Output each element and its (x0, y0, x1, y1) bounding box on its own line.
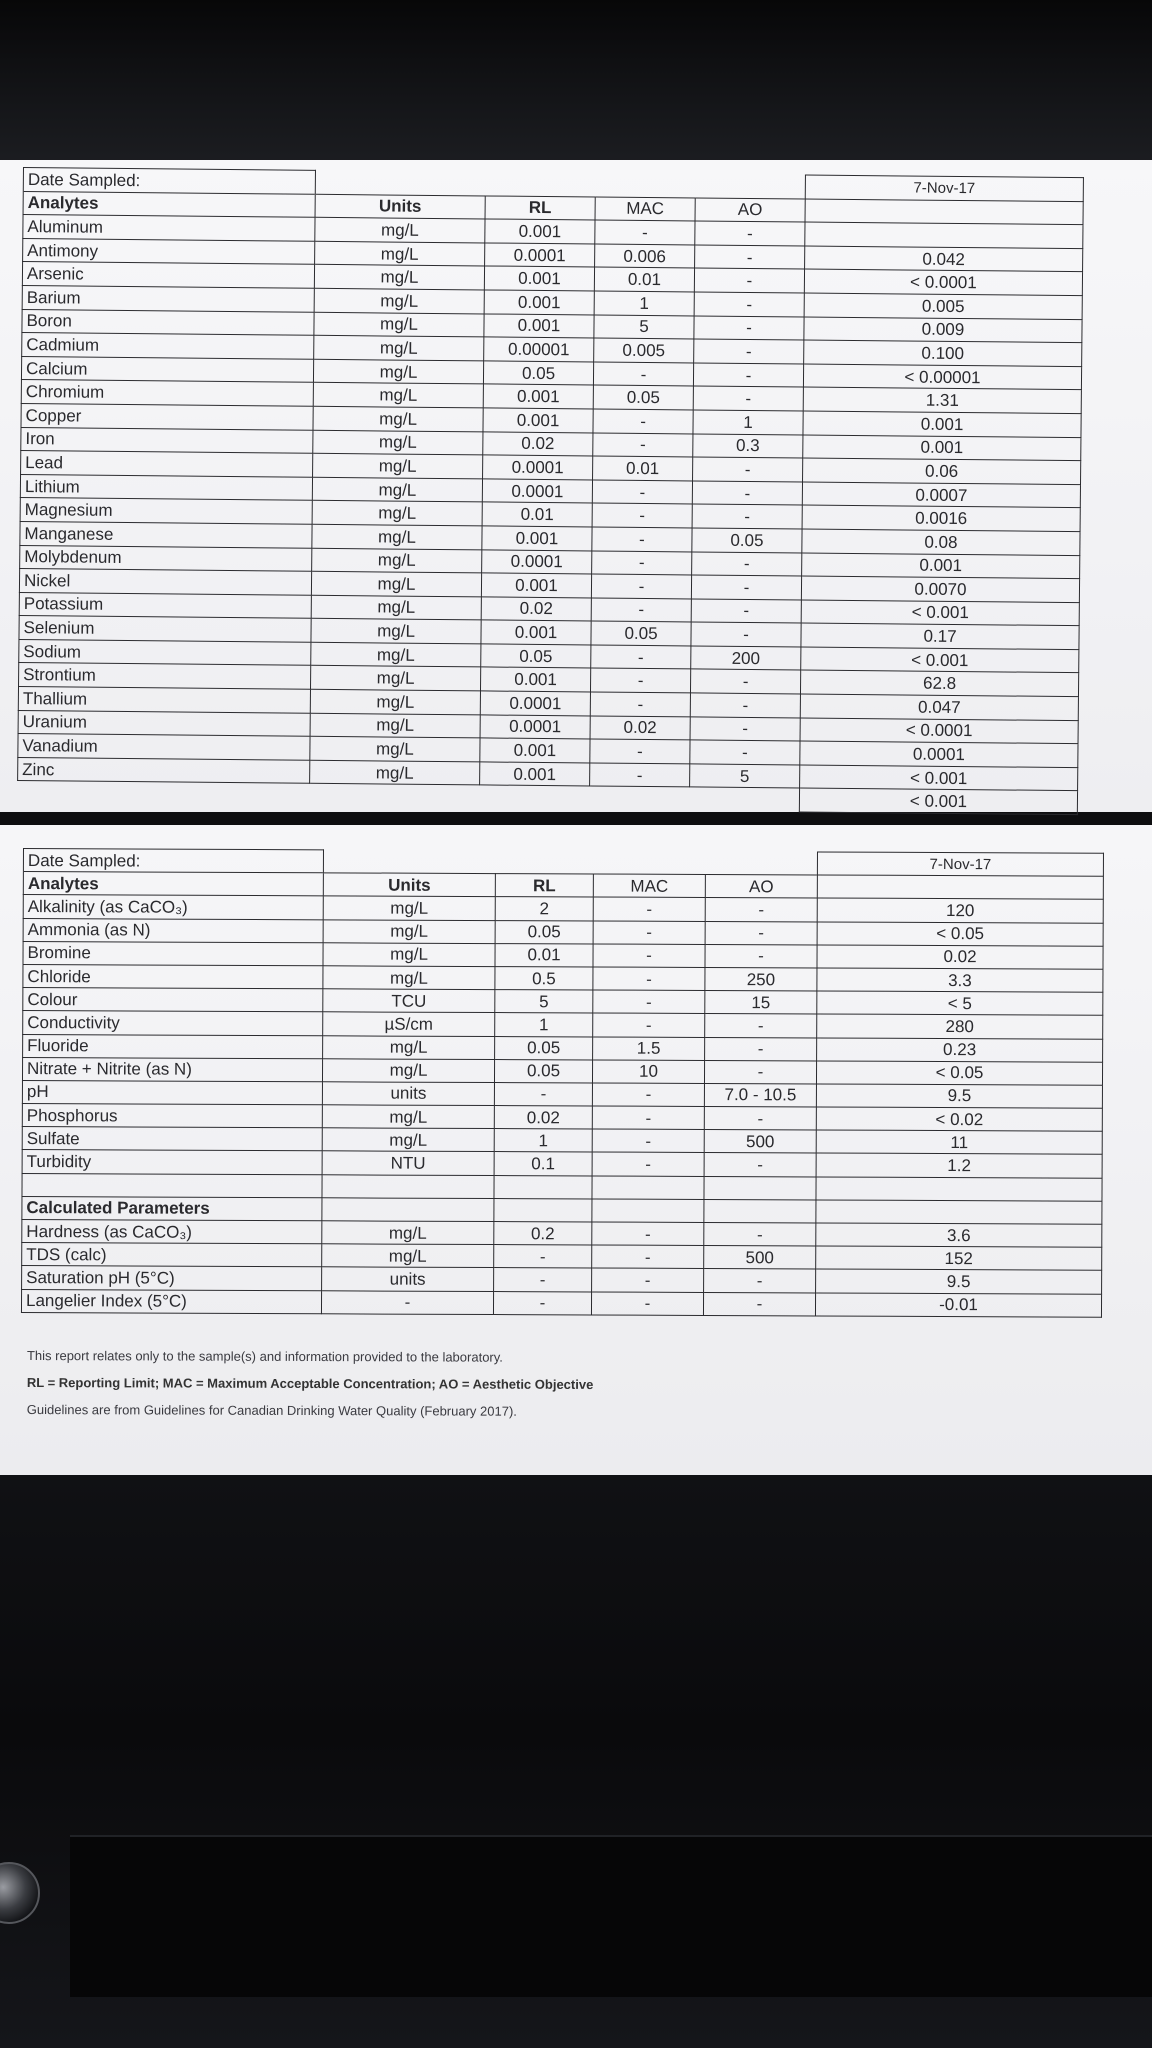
analyte-name: Colour (23, 988, 323, 1012)
max-acceptable-concentration: - (592, 1083, 704, 1107)
aesthetic-objective: - (694, 292, 804, 317)
analyte-name: Potassium (19, 592, 311, 618)
max-acceptable-concentration: - (593, 409, 693, 434)
reporting-limit: 0.0001 (483, 455, 593, 480)
result-value: 0.001 (803, 435, 1081, 461)
general-chemistry-table (21, 848, 1104, 1317)
analyte-unit: mg/L (314, 335, 484, 360)
analyte-unit: mg/L (313, 430, 483, 455)
result-value: < 0.001 (799, 788, 1077, 814)
analyte-name: Lithium (20, 474, 312, 500)
analyte-unit: mg/L (314, 288, 484, 313)
reporting-limit: 0.02 (483, 431, 593, 456)
analyte-name: Aluminum (23, 215, 315, 241)
mac-header: MAC (595, 197, 695, 222)
aesthetic-objective: - (693, 363, 803, 388)
max-acceptable-concentration: - (593, 990, 705, 1014)
analyte-name: Boron (22, 309, 314, 335)
result-value: 0.0016 (802, 505, 1080, 531)
result-value: 0.042 (805, 246, 1083, 272)
max-acceptable-concentration: - (590, 668, 690, 693)
analyte-unit: mg/L (311, 642, 481, 667)
analyte-unit: mg/L (313, 383, 483, 408)
aesthetic-objective: 7.0 - 10.5 (704, 1083, 816, 1107)
aesthetic-objective: 15 (705, 991, 817, 1015)
aesthetic-objective: - (703, 1292, 815, 1316)
reporting-limit: - (493, 1291, 591, 1315)
aesthetic-objective: - (705, 944, 817, 968)
reporting-limit: 1 (494, 1129, 592, 1153)
analyte-name: Saturation pH (5°C) (22, 1266, 322, 1290)
aesthetic-objective: 0.05 (692, 528, 802, 553)
result-value: < 0.0001 (800, 718, 1078, 744)
analyte-unit: mg/L (312, 524, 482, 549)
reporting-limit: 0.0001 (480, 715, 590, 740)
reporting-limit: 0.001 (484, 313, 594, 338)
aesthetic-objective: - (704, 1222, 816, 1246)
analyte-name: Conductivity (23, 1011, 323, 1035)
result-value: 9.5 (816, 1084, 1102, 1108)
analyte-unit: units (322, 1267, 494, 1291)
reporting-limit: 0.0001 (482, 549, 592, 574)
analyte-name: Nitrate + Nitrite (as N) (22, 1057, 322, 1081)
reporting-limit: 0.001 (480, 762, 590, 787)
analyte-name: pH (22, 1080, 322, 1104)
aesthetic-objective: 200 (691, 646, 801, 671)
aesthetic-objective: - (704, 1269, 816, 1293)
max-acceptable-concentration: - (593, 433, 693, 458)
result-value: 62.8 (800, 670, 1078, 696)
mac-header: MAC (593, 874, 705, 898)
analyte-name: Chloride (23, 964, 323, 988)
analyte-unit: mg/L (313, 359, 483, 384)
analyte-name: TDS (calc) (22, 1243, 322, 1267)
reporting-limit: 2 (495, 897, 593, 921)
analyte-unit: - (321, 1290, 493, 1314)
result-value: 152 (816, 1246, 1102, 1270)
analyte-unit: mg/L (310, 689, 480, 714)
reporting-limit: 0.05 (494, 1059, 592, 1083)
photo-background-top (0, 0, 1152, 165)
analyte-unit: mg/L (323, 943, 495, 967)
max-acceptable-concentration: - (593, 1013, 705, 1037)
analyte-name: Arsenic (22, 262, 314, 288)
aesthetic-objective: 0.3 (693, 433, 803, 458)
result-value: 0.001 (802, 552, 1080, 578)
max-acceptable-concentration: 0.05 (591, 621, 691, 646)
analyte-name: Thallium (18, 687, 310, 713)
max-acceptable-concentration: - (592, 480, 692, 505)
aesthetic-objective: 1 (693, 410, 803, 435)
rl-header: RL (485, 196, 595, 221)
aesthetic-objective: - (691, 599, 801, 624)
analyte-name: Antimony (23, 238, 315, 264)
analyte-unit: mg/L (310, 666, 480, 691)
result-value: < 5 (817, 991, 1103, 1015)
aesthetic-objective: - (690, 693, 800, 718)
reporting-limit: 0.05 (495, 1036, 593, 1060)
analyte-name: Zinc (18, 757, 310, 783)
max-acceptable-concentration: - (592, 527, 692, 552)
reporting-limit: 0.5 (495, 966, 593, 990)
result-value: 0.0007 (802, 482, 1080, 508)
analyte-name: Alkalinity (as CaCO₃) (23, 895, 323, 919)
reporting-limit: 0.02 (494, 1106, 592, 1130)
max-acceptable-concentration: 0.02 (590, 716, 690, 741)
analytes-header: Analytes (23, 191, 315, 217)
result-value: 11 (816, 1130, 1102, 1154)
result-value: < 0.05 (816, 1061, 1102, 1085)
reporting-limit: 0.1 (494, 1152, 592, 1176)
aesthetic-objective: - (705, 1014, 817, 1038)
max-acceptable-concentration: - (593, 921, 705, 945)
aesthetic-objective: - (692, 481, 802, 506)
result-value: 3.3 (817, 968, 1103, 992)
max-acceptable-concentration: - (592, 1152, 704, 1176)
analyte-name: Sulfate (22, 1127, 322, 1151)
aesthetic-objective: - (692, 504, 802, 529)
analyte-unit: mg/L (311, 571, 481, 596)
result-value: -0.01 (815, 1293, 1101, 1317)
max-acceptable-concentration: 0.01 (594, 267, 694, 292)
max-acceptable-concentration: 1.5 (593, 1036, 705, 1060)
analyte-unit: mg/L (322, 1128, 494, 1152)
max-acceptable-concentration: - (592, 1222, 704, 1246)
reporting-limit: 1 (495, 1013, 593, 1037)
result-value: 0.100 (804, 340, 1082, 366)
result-value: 9.5 (816, 1269, 1102, 1293)
max-acceptable-concentration: - (592, 550, 692, 575)
result-value: 120 (817, 898, 1103, 922)
aesthetic-objective: - (694, 339, 804, 364)
analyte-name: Ammonia (as N) (23, 918, 323, 942)
result-value: 280 (817, 1014, 1103, 1038)
max-acceptable-concentration: 0.01 (593, 456, 693, 481)
analyte-name: Manganese (20, 521, 312, 547)
reporting-limit: 0.0001 (480, 691, 590, 716)
date-sampled-label: Date Sampled: (23, 849, 323, 873)
max-acceptable-concentration: 10 (592, 1060, 704, 1084)
reporting-limit: - (494, 1082, 592, 1106)
analyte-name: Langelier Index (5°C) (21, 1289, 321, 1313)
aesthetic-objective: - (704, 1153, 816, 1177)
max-acceptable-concentration: - (592, 1129, 704, 1153)
analyte-name: Uranium (18, 710, 310, 736)
result-value: 1.2 (816, 1153, 1102, 1177)
result-value: < 0.001 (801, 600, 1079, 626)
result-value: 0.08 (802, 529, 1080, 555)
analyte-name: Copper (21, 403, 313, 429)
aesthetic-objective: 5 (690, 764, 800, 789)
aesthetic-objective: - (692, 551, 802, 576)
reporting-limit: 0.01 (495, 943, 593, 967)
reporting-limit: 0.2 (494, 1222, 592, 1246)
analyte-unit: NTU (322, 1151, 494, 1175)
result-value: < 0.001 (801, 647, 1079, 673)
aesthetic-objective: - (704, 1060, 816, 1084)
analyte-unit: mg/L (322, 1105, 494, 1129)
aesthetic-objective: - (695, 245, 805, 270)
analyte-unit: mg/L (323, 919, 495, 943)
analytes-header: Analytes (23, 872, 323, 896)
units-header: Units (315, 194, 485, 219)
result-value: < 0.05 (817, 922, 1103, 946)
analyte-unit: mg/L (312, 501, 482, 526)
result-value: 3.6 (816, 1223, 1102, 1247)
analyte-name: Hardness (as CaCO₃) (22, 1219, 322, 1243)
analyte-unit: mg/L (314, 265, 484, 290)
rl-header: RL (495, 874, 593, 898)
table-row (21, 1289, 1101, 1317)
max-acceptable-concentration: - (593, 967, 705, 991)
analyte-unit: µS/cm (323, 1012, 495, 1036)
max-acceptable-concentration: 5 (594, 315, 694, 340)
max-acceptable-concentration: - (593, 897, 705, 921)
metals-table (17, 167, 1084, 815)
analyte-unit: mg/L (310, 713, 480, 738)
result-value: < 0.001 (800, 765, 1078, 791)
analyte-name: Vanadium (18, 734, 310, 760)
reporting-limit: 0.05 (495, 920, 593, 944)
aesthetic-objective: - (693, 457, 803, 482)
analyte-name: Barium (22, 285, 314, 311)
max-acceptable-concentration: 0.005 (594, 338, 694, 363)
result-value: 0.0070 (801, 576, 1079, 602)
aesthetic-objective: - (691, 622, 801, 647)
result-value: 0.009 (804, 317, 1082, 343)
analyte-unit: mg/L (311, 595, 481, 620)
analyte-name: Cadmium (22, 333, 314, 359)
aesthetic-objective: - (705, 1037, 817, 1061)
analyte-unit: mg/L (315, 217, 485, 242)
result-value: 0.17 (801, 623, 1079, 649)
reporting-limit: 5 (495, 990, 593, 1014)
dark-surface-edge (70, 1835, 1152, 1997)
reporting-limit: 0.05 (481, 644, 591, 669)
max-acceptable-concentration: - (590, 739, 690, 764)
result-value: < 0.0001 (804, 269, 1082, 295)
aesthetic-objective: 250 (705, 967, 817, 991)
aesthetic-objective: - (690, 740, 800, 765)
result-value: 1.31 (803, 387, 1081, 413)
analyte-name: Lead (21, 451, 313, 477)
reporting-limit: 0.001 (481, 573, 591, 598)
note-line-3: Guidelines are from Guidelines for Canadian Drinking Water Quality (February 2017). (26, 1401, 517, 1419)
analyte-name: Magnesium (20, 498, 312, 524)
report-notes (27, 1348, 1027, 1432)
result-value: < 0.00001 (803, 364, 1081, 390)
result-value: 0.06 (803, 458, 1081, 484)
result-value: 0.001 (803, 411, 1081, 437)
ao-header: AO (695, 198, 805, 223)
max-acceptable-concentration: - (593, 362, 693, 387)
max-acceptable-concentration: - (593, 944, 705, 968)
reporting-limit: - (494, 1245, 592, 1269)
reporting-limit: 0.0001 (482, 479, 592, 504)
note-line-1: This report relates only to the sample(s) and information provided to the laboratory. (26, 1348, 503, 1365)
calculated-parameters-title: Calculated Parameters (22, 1196, 322, 1220)
analyte-name: Fluoride (23, 1034, 323, 1058)
aesthetic-objective: 500 (704, 1130, 816, 1154)
aesthetic-objective: - (695, 221, 805, 246)
max-acceptable-concentration: 1 (594, 291, 694, 316)
aesthetic-objective: 500 (704, 1246, 816, 1270)
analyte-unit: mg/L (313, 453, 483, 478)
max-acceptable-concentration: - (591, 1292, 703, 1316)
reporting-limit: 0.00001 (484, 337, 594, 362)
date-sampled-label: Date Sampled: (23, 168, 315, 194)
aesthetic-objective: - (690, 669, 800, 694)
reporting-limit: 0.001 (483, 408, 593, 433)
reporting-limit: - (494, 1268, 592, 1292)
analyte-unit: mg/L (322, 1244, 494, 1268)
max-acceptable-concentration: - (592, 1106, 704, 1130)
reporting-limit: 0.01 (482, 502, 592, 527)
max-acceptable-concentration: - (590, 692, 690, 717)
aesthetic-objective: - (690, 717, 800, 742)
analyte-unit: mg/L (315, 241, 485, 266)
aesthetic-objective: - (694, 316, 804, 341)
reporting-limit: 0.001 (483, 384, 593, 409)
max-acceptable-concentration: - (591, 598, 691, 623)
reporting-limit: 0.0001 (485, 243, 595, 268)
ao-header: AO (705, 875, 817, 899)
note-line-2: RL = Reporting Limit; MAC = Maximum Acceptable Concentration; AO = Aesthetic Objective (26, 1374, 594, 1392)
analyte-name: Bromine (23, 941, 323, 965)
analyte-name: Iron (21, 427, 313, 453)
analyte-name: Molybdenum (20, 545, 312, 571)
analyte-unit: TCU (323, 989, 495, 1013)
reporting-limit: 0.001 (484, 266, 594, 291)
date-sampled-value: 7-Nov-17 (817, 852, 1103, 876)
max-acceptable-concentration: - (590, 763, 690, 788)
analyte-unit: mg/L (311, 619, 481, 644)
analyte-unit: mg/L (323, 1035, 495, 1059)
result-value: 0.23 (817, 1037, 1103, 1061)
analyte-unit: mg/L (323, 966, 495, 990)
result-value: < 0.02 (816, 1107, 1102, 1131)
analyte-name: Phosphorus (22, 1104, 322, 1128)
analyte-unit: mg/L (310, 737, 480, 762)
max-acceptable-concentration: - (592, 503, 692, 528)
reporting-limit: 0.001 (484, 290, 594, 315)
analyte-unit: mg/L (312, 548, 482, 573)
result-value: 0.02 (817, 945, 1103, 969)
analyte-name: Strontium (19, 663, 311, 689)
analyte-unit: mg/L (310, 760, 480, 785)
analyte-unit: mg/L (322, 1221, 494, 1245)
max-acceptable-concentration: - (592, 1245, 704, 1269)
reporting-limit: 0.001 (481, 620, 591, 645)
max-acceptable-concentration: - (591, 645, 691, 670)
result-value: 0.0001 (800, 741, 1078, 767)
analyte-unit: mg/L (322, 1058, 494, 1082)
analyte-name: Nickel (19, 569, 311, 595)
analyte-unit: mg/L (312, 477, 482, 502)
max-acceptable-concentration: - (591, 574, 691, 599)
reporting-limit: 0.02 (481, 597, 591, 622)
max-acceptable-concentration: - (595, 220, 695, 245)
max-acceptable-concentration: 0.006 (595, 244, 695, 269)
reporting-limit: 0.001 (480, 738, 590, 763)
reporting-limit: 0.001 (485, 219, 595, 244)
analyte-name: Sodium (19, 639, 311, 665)
analyte-unit: mg/L (313, 406, 483, 431)
result-value (805, 222, 1083, 248)
analyte-unit: units (322, 1082, 494, 1106)
reporting-limit: 0.05 (483, 361, 593, 386)
analyte-name: Calcium (21, 356, 313, 382)
analyte-name: Turbidity (22, 1150, 322, 1174)
max-acceptable-concentration: 0.05 (593, 385, 693, 410)
units-header: Units (323, 873, 495, 897)
aesthetic-objective: - (694, 268, 804, 293)
result-value: 0.005 (804, 293, 1082, 319)
analyte-name: Selenium (19, 616, 311, 642)
aesthetic-objective: - (704, 1107, 816, 1131)
reporting-limit: 0.001 (480, 667, 590, 692)
aesthetic-objective: - (693, 386, 803, 411)
date-sampled-value: 7-Nov-17 (805, 175, 1083, 201)
max-acceptable-concentration: - (592, 1268, 704, 1292)
analyte-name: Chromium (21, 380, 313, 406)
aesthetic-objective: - (691, 575, 801, 600)
result-value: 0.047 (800, 694, 1078, 720)
aesthetic-objective: - (705, 921, 817, 945)
analyte-unit: mg/L (314, 312, 484, 337)
analyte-unit: mg/L (323, 896, 495, 920)
reporting-limit: 0.001 (482, 526, 592, 551)
aesthetic-objective: - (705, 898, 817, 922)
